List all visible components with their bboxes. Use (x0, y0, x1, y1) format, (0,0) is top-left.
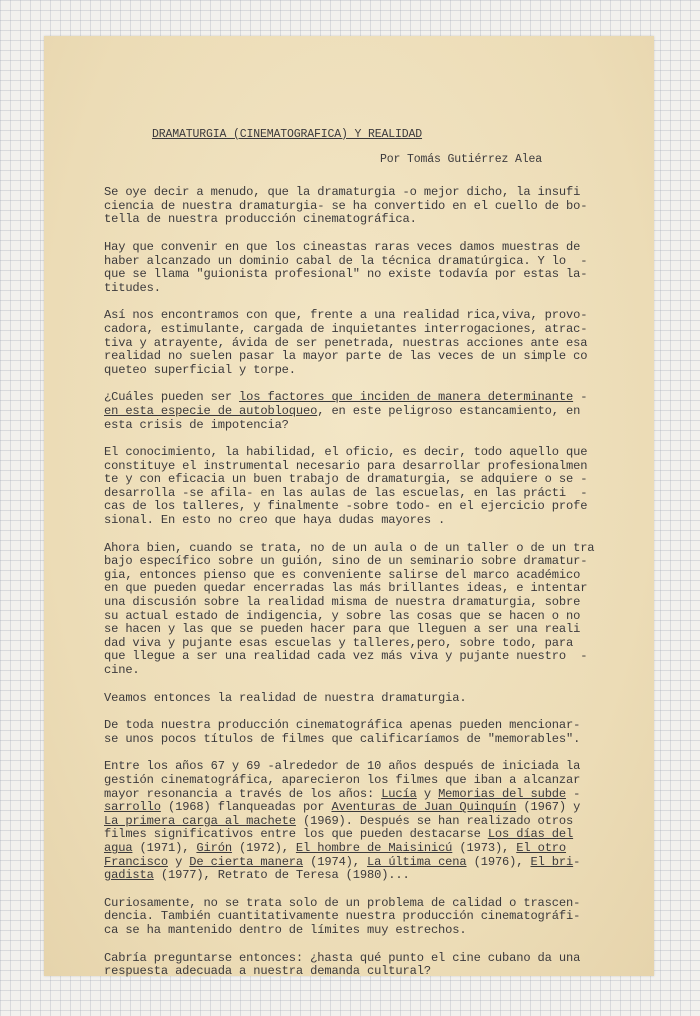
typewritten-page (44, 36, 654, 979)
text-segment: respuesta adecuada a nuestra demanda cultural? (104, 964, 431, 979)
text-line (104, 815, 652, 829)
text-line (104, 719, 652, 733)
text-line (104, 952, 652, 966)
text-segment: tella de nuestra producción cinematográfica. (104, 212, 417, 227)
text-line (104, 788, 652, 802)
text-segment: (1977), Retrato de Teresa (1980)... (153, 868, 410, 883)
underlined-text: Lucía (381, 786, 417, 801)
text-line (104, 582, 652, 596)
underlined-text: agua (104, 840, 133, 855)
text-line (104, 268, 652, 282)
underlined-text: gadista (104, 868, 154, 883)
text-segment: haber alcanzado un dominio cabal de la técnica dramatúrgica. Y lo - (104, 253, 588, 268)
text-segment: cine. (104, 663, 140, 677)
text-line (104, 664, 652, 678)
text-line (104, 350, 652, 364)
text-segment: ¿Cuáles pueden ser (104, 390, 240, 405)
text-line (104, 965, 652, 979)
underlined-text: Los días del (487, 827, 574, 842)
text-line (104, 460, 652, 474)
text-line (104, 760, 652, 774)
paragraph (104, 760, 652, 882)
text-segment: Ahora bien, cuando se trata, no de un aula o de un taller o de un tra (104, 540, 595, 555)
text-segment: , en este peligroso estancamiento, en (317, 403, 581, 418)
text-segment: mayor resonancia a través de los años: (104, 786, 382, 801)
text-segment: Se oye decir a menudo, que la dramaturgia -o mejor dicho, la insufi (104, 185, 581, 200)
author-byline: Por Tomás Gutiérrez Alea (380, 152, 543, 166)
underlined-text: Girón (196, 840, 232, 855)
text-segment: dencia. También cuantitativamente nuestra producción cinematográfi- (104, 909, 581, 924)
text-line (104, 391, 652, 405)
text-line (104, 337, 652, 351)
text-segment: ca se ha mantenido dentro de límites muy estrechos. (104, 922, 467, 937)
paragraph (104, 186, 652, 227)
paragraph (104, 241, 652, 295)
text-segment: realidad no suelen pasar la mayor parte de las veces de un simple co (104, 349, 588, 364)
text-segment: De toda nuestra producción cinematográfica apenas pueden mencionar- (104, 718, 581, 733)
text-segment: cadora, estimulante, cargada de inquietantes interrogaciones, atrac- (104, 321, 588, 336)
text-segment: Veamos entonces la realidad de nuestra dramaturgia. (104, 690, 467, 705)
text-segment: - (573, 854, 581, 869)
text-segment: desarrolla -se afila- en las aulas de las escuelas, en las prácti - (104, 485, 588, 500)
underlined-text: sarrollo (104, 800, 161, 815)
paragraph (104, 391, 652, 432)
text-segment: gestión cinematográfica, aparecieron los filmes que iban a alcanzar (104, 772, 581, 787)
text-segment: - (573, 390, 588, 405)
paragraph (104, 719, 652, 746)
paragraph (104, 952, 652, 979)
text-segment: (1969). Después se han realizado otros (295, 813, 574, 828)
underlined-text: Memorias del subde (438, 786, 567, 801)
text-segment: y (167, 854, 190, 869)
underlined-text: La última cena (367, 854, 467, 869)
text-segment: que llegue a ser una realidad cada vez más viva y pujante nuestro - (104, 649, 588, 664)
text-line (104, 569, 652, 583)
text-segment: y (416, 786, 439, 801)
text-segment: sional. En esto no creo que haya dudas mayores . (104, 513, 446, 528)
text-line (104, 801, 652, 815)
text-segment: en que pueden quedar encerradas las más brillantes ideas, e intentar (104, 581, 588, 596)
text-segment: (1973), (452, 840, 517, 855)
text-line (104, 309, 652, 323)
text-line (104, 924, 652, 938)
text-line (104, 828, 652, 842)
text-line (104, 364, 652, 378)
text-line (104, 500, 652, 514)
page-content (104, 128, 652, 979)
text-line (104, 869, 652, 883)
text-line (104, 650, 652, 664)
text-segment: Curiosamente, no se trata solo de un problema de calidad o trascen- (104, 895, 581, 910)
text-line (104, 514, 652, 528)
text-segment: (1972), (231, 840, 296, 855)
underlined-text: en esta especie de autobloqueo (104, 403, 318, 418)
underlined-text: Francisco (104, 854, 168, 869)
text-segment: Así nos encontramos con que, frente a una realidad rica,viva, provo- (104, 308, 588, 323)
text-segment: una discusión sobre la realidad misma de nuestra dramaturgia, sobre (104, 595, 581, 610)
text-line (104, 487, 652, 501)
text-segment: su actual estado de indigencia, y sobre las cosas que se hacen o no (104, 608, 581, 623)
text-line (104, 282, 652, 296)
text-line (104, 542, 652, 556)
text-segment: (1971), (132, 840, 197, 855)
underlined-text: El hombre de Maisinicú (295, 840, 453, 855)
text-segment: (1968) flanqueadas por (160, 800, 332, 815)
text-segment: constituye el instrumental necesario para desarrollar profesionalmen (104, 458, 588, 473)
text-line (104, 596, 652, 610)
text-line (104, 186, 652, 200)
text-segment: esta crisis de impotencia? (104, 417, 289, 432)
text-line (104, 637, 652, 651)
text-segment: bajo específico sobre un guión, sino de un seminario sobre dramatur- (104, 554, 588, 569)
text-segment: Cabría preguntarse entonces: ¿hasta qué punto el cine cubano da una (104, 950, 581, 965)
document-title: DRAMATURGIA (CINEMATOGRAFICA) Y REALIDAD (152, 128, 423, 141)
text-segment: Hay que convenir en que los cineastas raras veces damos muestras de (104, 239, 581, 254)
underlined-text: El otro (516, 840, 567, 855)
text-segment: filmes significativos entre los que pueden destacarse (104, 827, 488, 842)
underlined-text: los factores que inciden de manera determinante (239, 390, 574, 405)
text-segment: Entre los años 67 y 69 -alrededor de 10 años después de iniciada la (104, 759, 581, 774)
underlined-text: La primera carga al machete (104, 813, 296, 828)
paragraph (104, 309, 652, 377)
text-line (104, 774, 652, 788)
text-line (104, 692, 652, 706)
text-line (104, 419, 652, 433)
text-line (104, 473, 652, 487)
text-segment: dad viva y pujante esas escuelas y talleres,pero, sobre todo, para (104, 635, 574, 650)
text-segment: te y con eficacia un buen trabajo de dramaturgia, se adquiere o se - (104, 472, 588, 487)
text-segment: El conocimiento, la habilidad, el oficio, es decir, todo aquello que (104, 445, 588, 460)
text-line (104, 405, 652, 419)
underlined-text: De cierta manera (189, 854, 304, 869)
text-line (104, 323, 652, 337)
text-segment: (1967) y (516, 800, 581, 815)
text-segment: - (566, 786, 581, 801)
underlined-text: Aventuras de Juan Quinquín (331, 800, 517, 815)
text-segment: queteo superficial y torpe. (104, 362, 296, 377)
text-line (104, 897, 652, 911)
text-segment: tiva y atrayente, ávida de ser penetrada, nuestras acciones ante esa (104, 335, 588, 350)
text-segment: cas de los talleres, y finalmente -sobre todo- en el ejercicio profe (104, 499, 588, 514)
paragraph (104, 542, 652, 678)
paragraph (104, 692, 652, 706)
text-segment: que se llama "guionista profesional" no existe todavía por estas la- (104, 267, 588, 282)
text-segment: se hacen y las que se pueden hacer para que lleguen a ser una reali (104, 622, 581, 637)
text-line (104, 446, 652, 460)
text-line (104, 241, 652, 255)
text-segment: titudes. (104, 280, 161, 295)
text-line (104, 555, 652, 569)
paragraph (104, 446, 652, 528)
text-line (104, 623, 652, 637)
text-segment: se unos pocos títulos de filmes que calificaríamos de "memorables". (104, 731, 581, 746)
text-segment: ciencia de nuestra dramaturgia- se ha convertido en el cuello de bo- (104, 198, 588, 213)
text-line (104, 910, 652, 924)
text-segment: gia, entonces pienso que es conveniente salirse del marco académico (104, 567, 581, 582)
text-segment: (1974), (303, 854, 367, 869)
text-segment: (1976), (466, 854, 531, 869)
text-line (104, 610, 652, 624)
text-line (104, 842, 652, 856)
text-line (104, 255, 652, 269)
text-line (104, 200, 652, 214)
document-body (104, 186, 652, 979)
text-line (104, 213, 652, 227)
text-line (104, 856, 652, 870)
paragraph (104, 897, 652, 938)
underlined-text: El bri (530, 854, 574, 869)
text-line (104, 733, 652, 747)
